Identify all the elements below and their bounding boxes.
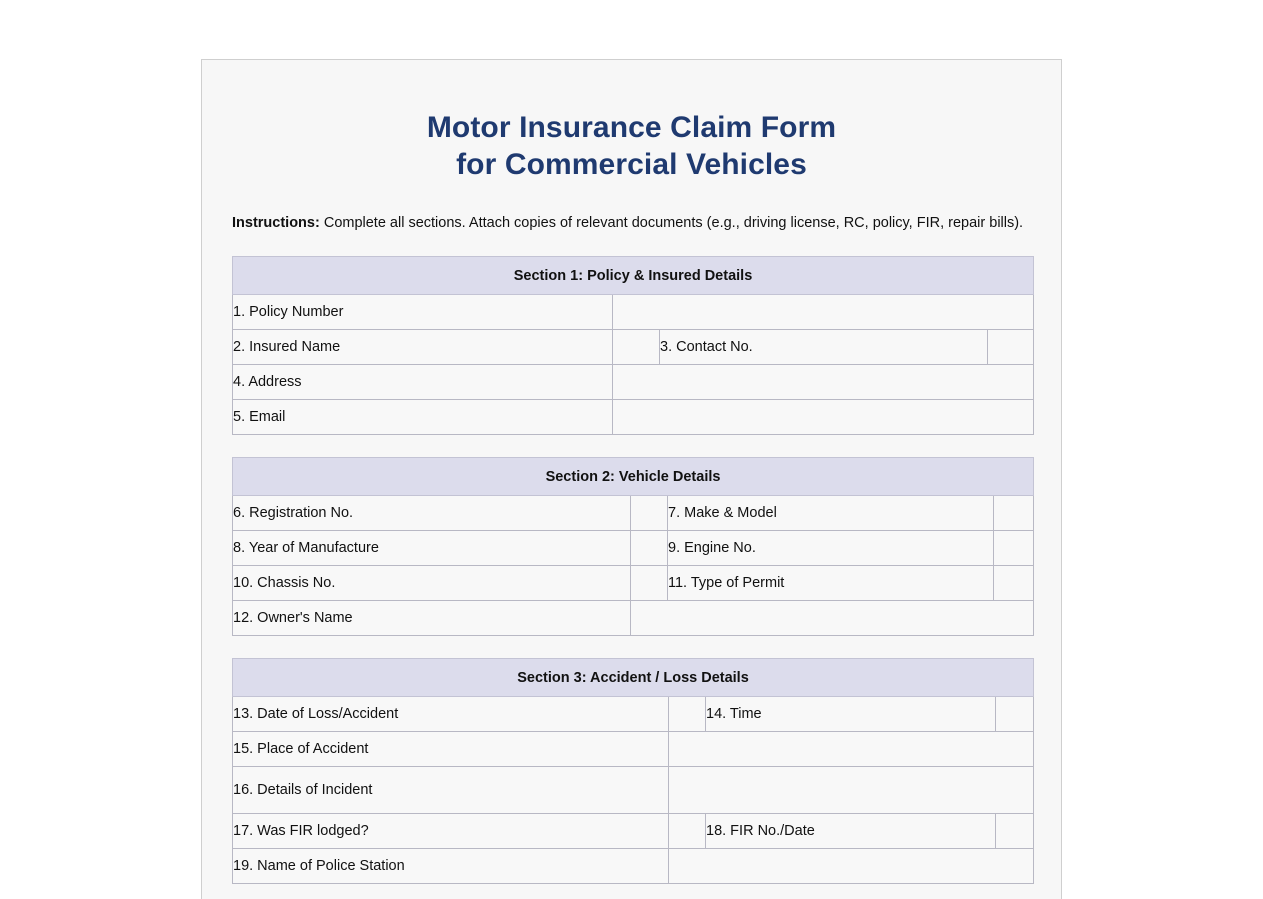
document-body bbox=[202, 60, 1061, 884]
field-label: 17. Was FIR lodged? bbox=[233, 814, 669, 849]
section-1-table bbox=[232, 256, 1034, 435]
field-label: 2. Insured Name bbox=[233, 330, 613, 365]
field-label: 16. Details of Incident bbox=[233, 767, 669, 814]
field-label: 19. Name of Police Station bbox=[233, 849, 669, 884]
form-row bbox=[233, 365, 1034, 400]
field-input-cell[interactable] bbox=[631, 601, 1034, 636]
section-1-header-row bbox=[233, 257, 1034, 295]
field-input-cell[interactable] bbox=[613, 295, 1034, 330]
form-row bbox=[233, 814, 1034, 849]
form-row bbox=[233, 601, 1034, 636]
section-2-header: Section 2: Vehicle Details bbox=[233, 458, 1034, 496]
field-input-cell[interactable] bbox=[613, 365, 1034, 400]
field-label: 13. Date of Loss/Accident bbox=[233, 697, 669, 732]
field-label: 11. Type of Permit bbox=[668, 566, 994, 601]
field-label: 7. Make & Model bbox=[668, 496, 994, 531]
field-label: 18. FIR No./Date bbox=[706, 814, 996, 849]
field-label: 1. Policy Number bbox=[233, 295, 613, 330]
field-input-cell[interactable] bbox=[994, 531, 1034, 566]
section-3-header-row bbox=[233, 659, 1034, 697]
form-row bbox=[233, 767, 1034, 814]
section-2-table bbox=[232, 457, 1034, 636]
field-label: 10. Chassis No. bbox=[233, 566, 631, 601]
field-input-cell[interactable] bbox=[996, 697, 1034, 732]
section-3-table bbox=[232, 658, 1034, 884]
field-input-cell[interactable] bbox=[994, 566, 1034, 601]
form-row bbox=[233, 697, 1034, 732]
section-1-header: Section 1: Policy & Insured Details bbox=[233, 257, 1034, 295]
document-page bbox=[201, 59, 1062, 899]
field-input-cell[interactable] bbox=[669, 732, 1034, 767]
section-3-header: Section 3: Accident / Loss Details bbox=[233, 659, 1034, 697]
form-row bbox=[233, 400, 1034, 435]
field-input-cell[interactable] bbox=[994, 496, 1034, 531]
field-input-cell[interactable] bbox=[631, 566, 668, 601]
field-input-cell[interactable] bbox=[613, 330, 660, 365]
form-sections bbox=[232, 256, 1031, 884]
field-label: 3. Contact No. bbox=[660, 330, 988, 365]
instructions-text: Complete all sections. Attach copies of relevant documents (e.g., driving license, RC, policy, FIR, repair bills). bbox=[319, 215, 1024, 232]
field-input-cell[interactable] bbox=[631, 531, 668, 566]
field-input-cell[interactable] bbox=[669, 767, 1034, 814]
instructions-label: Instructions: bbox=[232, 215, 320, 232]
field-input-cell[interactable] bbox=[988, 330, 1034, 365]
page-title-line-2: for Commercial Vehicles bbox=[456, 147, 807, 181]
instructions-paragraph bbox=[232, 183, 1031, 234]
field-label: 12. Owner's Name bbox=[233, 601, 631, 636]
field-label: 6. Registration No. bbox=[233, 496, 631, 531]
field-label: 8. Year of Manufacture bbox=[233, 531, 631, 566]
field-input-cell[interactable] bbox=[669, 849, 1034, 884]
field-input-cell[interactable] bbox=[669, 697, 706, 732]
form-row bbox=[233, 732, 1034, 767]
form-row bbox=[233, 566, 1034, 601]
field-label: 5. Email bbox=[233, 400, 613, 435]
field-input-cell[interactable] bbox=[613, 400, 1034, 435]
page-title-line-1: Motor Insurance Claim Form bbox=[426, 111, 837, 144]
field-input-cell[interactable] bbox=[669, 814, 706, 849]
field-label: 15. Place of Accident bbox=[233, 732, 669, 767]
field-input-cell[interactable] bbox=[631, 496, 668, 531]
field-label: 4. Address bbox=[233, 365, 613, 400]
field-input-cell[interactable] bbox=[996, 814, 1034, 849]
page-title bbox=[232, 60, 1031, 183]
form-row bbox=[233, 330, 1034, 365]
form-row bbox=[233, 849, 1034, 884]
field-label: 9. Engine No. bbox=[668, 531, 994, 566]
field-label: 14. Time bbox=[706, 697, 996, 732]
form-row bbox=[233, 295, 1034, 330]
section-2-header-row bbox=[233, 458, 1034, 496]
form-row bbox=[233, 531, 1034, 566]
form-row bbox=[233, 496, 1034, 531]
